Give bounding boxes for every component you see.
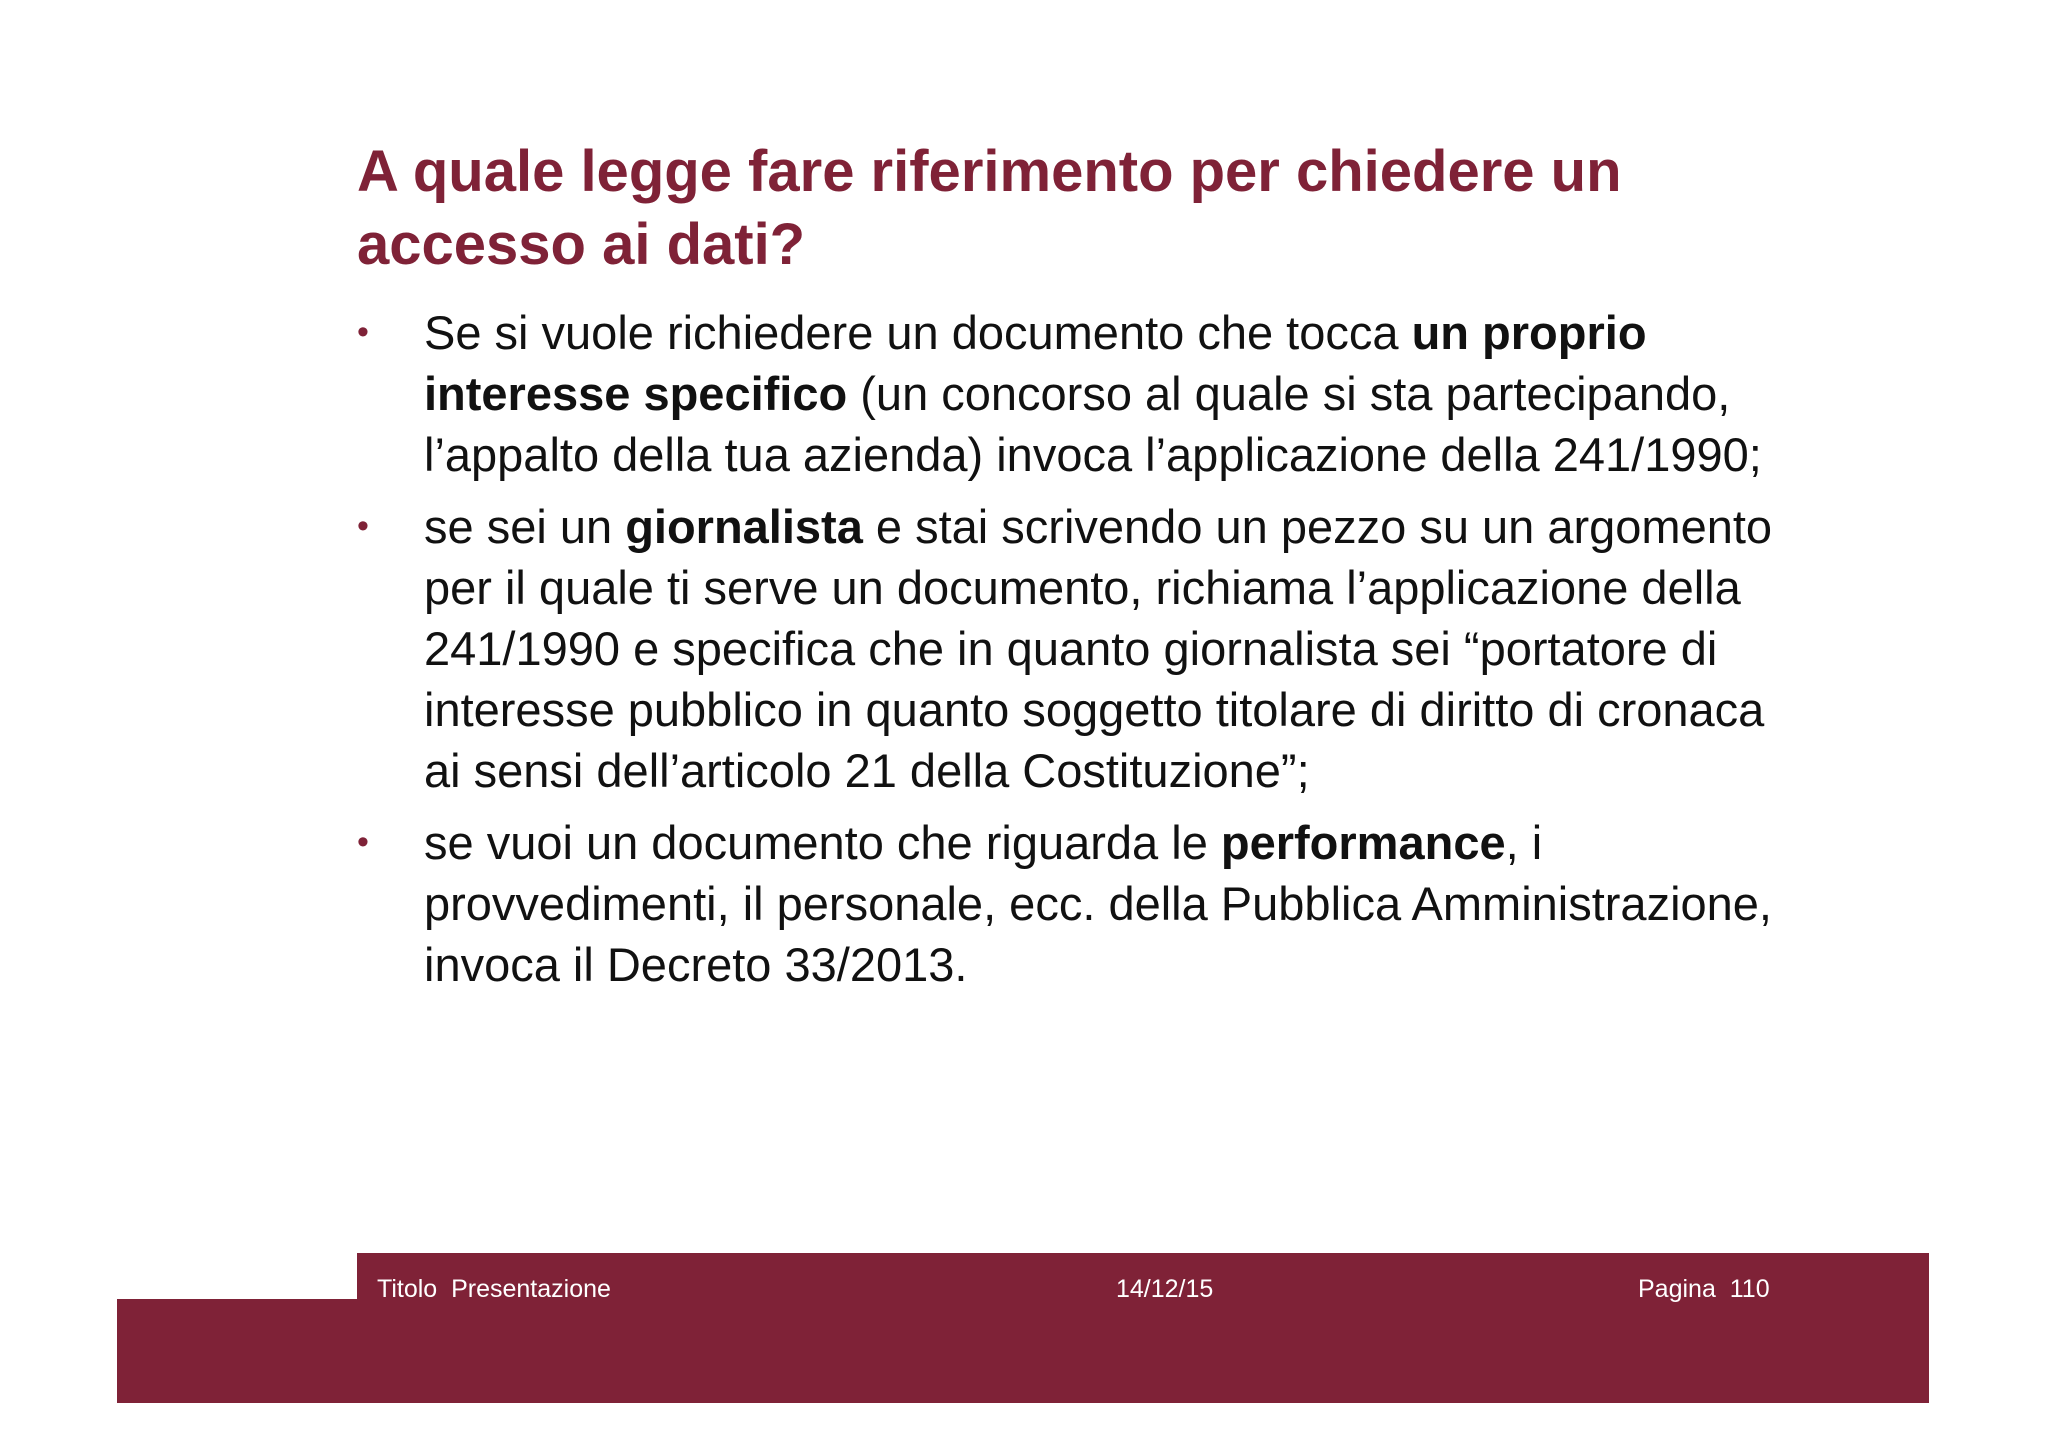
footer-presentation-title: Titolo Presentazione [377, 1275, 611, 1303]
bullet-text: se sei un [424, 500, 626, 553]
bullet-text: Se si vuole richiedere un documento che tocca [424, 306, 1412, 359]
bullet-icon: • [357, 823, 369, 861]
bullet-icon: • [357, 507, 369, 545]
bullet-item-2 [357, 496, 1777, 801]
bullet-emphasis: un proprio interesse specifico [424, 306, 1647, 420]
bullet-item-1 [357, 302, 1777, 485]
bullet-text: se vuoi un documento che riguarda le [424, 816, 1221, 869]
footer-page-number: Pagina 110 [1638, 1275, 1770, 1303]
slide-title: A quale legge fare riferimento per chiedere un accesso ai dati? [357, 139, 1622, 277]
bullet-text: (un concorso al quale si sta partecipando, l’appalto della tua azienda) invoca l’applicazione della 241/1990; [424, 367, 1762, 481]
bullet-item-3 [357, 812, 1777, 995]
bullet-text: e stai scrivendo un pezzo su un argomento per il quale ti serve un documento, richiama l’applicazione della 241/1990 e specifica che in quanto giornalista sei “portatore di interesse pubblico in quanto soggetto titolare di diritto di cronaca ai sensi dell’articolo 21 della Costituzione”; [424, 500, 1773, 797]
footer-accent-block [117, 1299, 357, 1403]
footer-date: 14/12/15 [1116, 1275, 1214, 1303]
bullet-list [357, 302, 1777, 1006]
bullet-emphasis: performance [1220, 816, 1506, 869]
bullet-text: , i provvedimenti, il personale, ecc. della Pubblica Amministrazione, invoca il Decreto 33/2013. [424, 816, 1772, 991]
bullet-icon: • [357, 313, 369, 351]
bullet-emphasis: giornalista [625, 500, 863, 553]
